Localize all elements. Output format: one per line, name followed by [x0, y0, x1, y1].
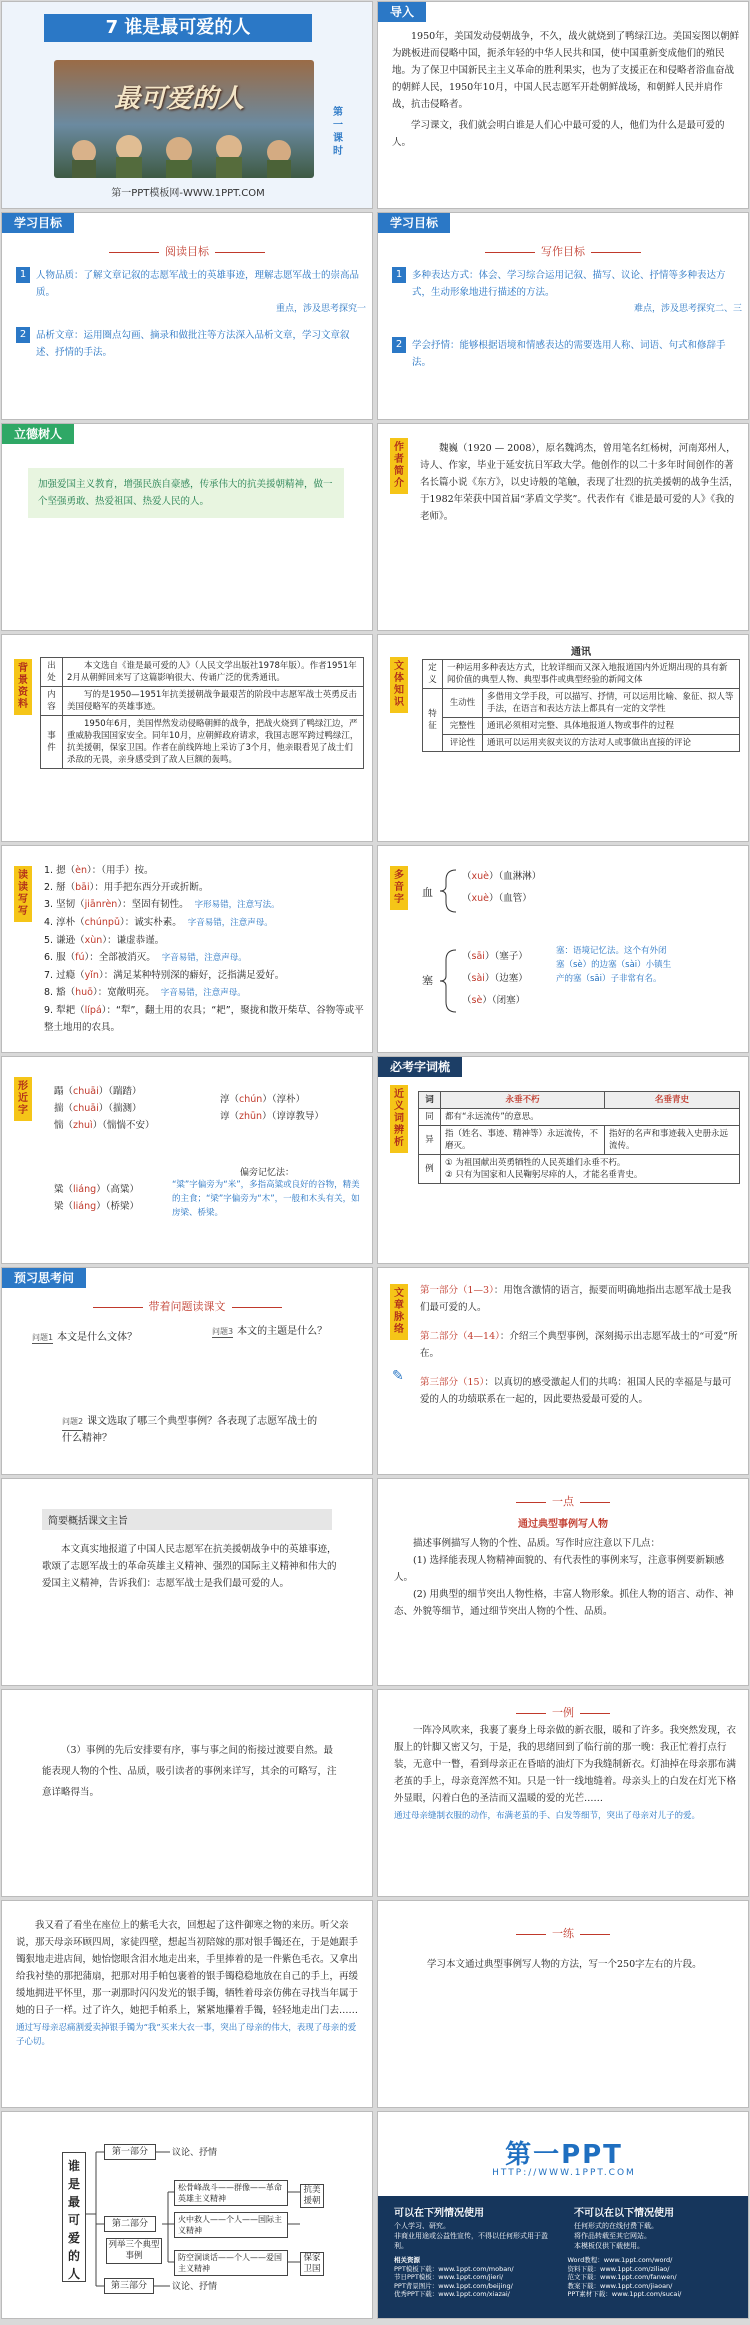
section-tag: 读读写写 [14, 866, 32, 922]
vocab-word: 掰 [56, 882, 66, 893]
links-title: 相关资源 [394, 2256, 420, 2264]
row-text: 指（姓名、事迹、精神等）永远流传，不磨灭。 [441, 1126, 605, 1155]
mindmap-theme-1: 抗美援朝 [300, 2184, 324, 2208]
practice-text: 学习本文通过典型事例写人物的方法，写一个250字左右的片段。 [427, 1959, 702, 1970]
table-row [419, 1109, 740, 1126]
slide-moral-education [1, 423, 373, 631]
allowed-item: 个人学习、研究。 [394, 2222, 450, 2230]
vocab-pinyin: jiānrèn [84, 899, 118, 910]
goal-number: 1 [16, 267, 30, 283]
vocab-list [44, 862, 366, 1036]
similar-group-left-2 [54, 1181, 139, 1215]
point-2: (2) 用典型的细节突出人物性格，丰富人物形象。抓住人物的语言、动作、神态、外貌等细节，通过细节突出人物的个性、品质。 [394, 1589, 734, 1617]
vocab-number: 7. [44, 970, 54, 981]
forbidden-item: 任何形式的在线付费下载。 [574, 2222, 658, 2230]
section-tag: 文章脉络 [390, 1284, 408, 1340]
similar-pinyin: liáng [73, 1201, 97, 1212]
vocab-item: 2. 掰（bāi）：用手把东西分开或折断。 [44, 882, 209, 893]
vocab-pinyin: yǐn [84, 970, 99, 981]
row-text: 1950年6月，美国悍然发动侵略朝鲜的战争，把战火烧到了鸭绿江边，严重威胁我国国家安全。同年10月，应朝鲜政府请求，我国志愿军跨过鸭绿江，抗美援朝，保家卫国。作者在前线阵地上采访了3个月，他亲眼看见了战士们杀敌的无畏，亲身感受到了敌人巨额的轰鸣。 [63, 716, 364, 769]
example-text: 一阵冷风吹来，我裹了裹身上母亲做的新衣服，暖和了许多。我突然发现，衣服上的针脚又密又匀，于是，我的思绪回到了临行前的那一晚：我正忙着打点行装，无意中一瞥，看到母亲正在昏暗的油灯下为我缝制新衣。灯油掉在母亲那布满老茧的手上，母亲竟浑然不知。只是一针一线地缝着。母亲头上的白发在灯光下格外显眼，闪着白色的圣洁而又温暖的爱的光芒…… [394, 1725, 737, 1804]
lesson-title: 7 谁是最可爱的人 [44, 14, 312, 42]
author-text: 魏巍（1920 — 2008），原名魏鸿杰，曾用笔名红杨树，河南郑州人，诗人、作家，毕业于延安抗日军政大学。他创作的以二十多年时间创作的著名长篇小说《东方》，以史诗般的笔触，表现了壮烈的抗美援朝的战争生活，于1982年荣获中国首届“茅盾文学奖”。代表作有《谁是最可爱的人》《我的老师》。 [420, 443, 739, 522]
vocab-number: 2. [44, 882, 54, 893]
vocab-word: 服 [56, 952, 66, 963]
goal-item [392, 337, 742, 371]
resource-link[interactable]: 资料下载：www.1ppt.com/ziliao/ [567, 2264, 670, 2273]
mindmap-part-3-label: 议论、抒情 [172, 2282, 218, 2292]
note-title: 偏旁记忆法： [239, 1168, 294, 1178]
row-head: 内容 [41, 687, 63, 716]
row-head: 定义 [423, 660, 443, 689]
vocab-definition: ：（用手）按。 [91, 865, 154, 876]
slide-genre [377, 634, 749, 842]
vocab-word: 坚韧 [56, 899, 76, 910]
question-subtitle: 带着问题读课文 [148, 1300, 226, 1313]
vocab-definition: ：诚实朴素。 [124, 917, 182, 928]
similar-pinyin: liáng [73, 1184, 97, 1195]
row-head: 事件 [41, 716, 63, 769]
forbidden-item: 将作品转载至其它网站。 [574, 2232, 651, 2240]
goal-number: 1 [392, 267, 406, 283]
vocab-definition: ：用手把东西分开或折断。 [94, 882, 209, 893]
slide-example-2 [1, 1900, 373, 2108]
point-intro: 描述事例描写人物的个性、品质。写作时应注意以下几点： [413, 1538, 661, 1549]
slide-polyphones [377, 845, 749, 1053]
slide-header: 立德树人 [2, 424, 74, 444]
similar-word: 淳朴 [276, 1094, 296, 1105]
slide-reading-goals [1, 212, 373, 420]
mindmap-theme-2: 保家卫国 [300, 2252, 324, 2276]
section-tag: 文体知识 [390, 657, 408, 713]
similar-char-entry: 淳（chún）（淳朴） [220, 1094, 306, 1105]
similar-pinyin: chún [239, 1094, 263, 1105]
section-tag: 近义词辨析 [390, 1085, 408, 1153]
table-row [423, 689, 740, 718]
similar-pinyin: zhūn [239, 1111, 263, 1122]
mindmap-examples-label: 列举三个典型事例 [106, 2238, 162, 2264]
goal-text: 学会抒情：能够根据语境和情感表达的需要选用人称、词语、句式和修辞手法。 [412, 340, 726, 368]
example-text: 我又看了看坐在座位上的紫毛大衣，回想起了这件御寒之物的来历。听父亲说，那天母亲环顾四周，家徒四壁，想起当初陪嫁的那对银手镯还在，于是她跟手镯狠地走进店间，她怡惚眼含泪水地走出来，手里捧着的是一件紫色毛衣。又拿出给我衬垫的那把蒲扇，把那对用手帕包裹着的银手镯稳稳地放在自己的手上，再缓缓地拥进平怀里，那一剥那时闪闪发光的银手镯，牺牲着母亲仿佛在寻找当年属于她的日子一样。过了许久，她把手帕系上，紧紧地攥着手镯，轻轻地走出门去…… [16, 1920, 359, 2016]
similar-char-entry: 惴（zhuì）（惴惴不安） [54, 1120, 155, 1131]
site-logo: 第一PPT [505, 2140, 623, 2170]
vocab-pinyin: fú [75, 952, 85, 963]
site-url[interactable]: HTTP://WWW.1PPT.COM [492, 2168, 636, 2178]
slide-synonyms [377, 1056, 749, 1264]
similar-note [172, 1165, 362, 1220]
col-head: 词 [419, 1092, 441, 1109]
vocab-number: 1. [44, 865, 54, 876]
example-1: ① 为祖国献出英勇牺牲的人民英雄们永垂不朽。 [445, 1158, 626, 1168]
background-table [40, 657, 364, 769]
goal-text: 人物品质：了解文章记叙的志愿军战士的英雄事迹，理解志愿军战士的崇高品质。 [36, 270, 360, 298]
slide-header: 学习目标 [2, 213, 74, 233]
slide-header: 导入 [378, 2, 426, 22]
vocab-note: 字音易错，注意声母。 [160, 988, 246, 998]
vocab-definition: ：宽敞明亮。 [97, 987, 155, 998]
similar-char: 惴 [54, 1120, 64, 1131]
poly-entry: （sāi）（塞子） [462, 951, 528, 962]
row-text: 写的是1950—1951年抗美援朝战争最艰苦的阶段中志愿军战士英勇反击美国侵略军的英雄事迹。 [63, 687, 364, 716]
resource-link[interactable]: 教案下载：www.1ppt.com/jiaoan/ [567, 2281, 673, 2290]
similar-char-entry: 蹋（chuāi）（踹踏） [54, 1086, 142, 1097]
similar-char: 蹋 [54, 1086, 64, 1097]
resource-link[interactable]: PPT模板下载：www.1ppt.com/moban/ [394, 2264, 514, 2273]
row-text: 一种运用多种表达方式，比较详细而又深入地报道国内外近期出现的具有新闻价值的典型人物、典型事件或典型经验的新闻文体 [443, 660, 740, 689]
vocab-definition: ：全部被消灭。 [89, 952, 156, 963]
mindmap-part-2: 第二部分 [104, 2216, 156, 2232]
similar-char-entry: 谆（zhūn）（谆谆教导） [220, 1111, 324, 1122]
poly-entry: （sè）（闭塞） [462, 995, 526, 1006]
vocab-word: 谦逊 [56, 935, 76, 946]
similar-word: 揣测 [113, 1103, 133, 1114]
mindmap-part-3: 第三部分 [104, 2278, 154, 2294]
pin-icon: ✎ [392, 1368, 404, 1384]
slide-title [1, 1, 373, 209]
allowed-title: 可以在下列情况使用 [394, 2208, 484, 2219]
resource-link[interactable]: 优秀PPT下载：www.1ppt.com/xiazai/ [394, 2290, 510, 2298]
vocab-definition: ：满足某种特别深的癖好，泛指满足爱好。 [103, 970, 285, 981]
goal-subtitle: 写作目标 [541, 245, 585, 258]
table-row [41, 658, 364, 687]
slide-mindmap [1, 2111, 373, 2319]
synonym-table [418, 1091, 740, 1184]
genre-title: 通讯 [571, 647, 591, 658]
point-3: （3）事例的先后安排要有序，事与事之间的衔接过渡要自然。最能表现人物的个性、品质，吸引读者的事例来详写，其余的可略写，注意详略得当。 [42, 1745, 337, 1798]
vocab-definition: ：坚固有韧性。 [122, 899, 189, 910]
similar-word: 惴惴不安 [106, 1120, 145, 1131]
slide-background [1, 634, 373, 842]
theme-text: 本文真实地报道了中国人民志愿军在抗美援朝战争中的英雄事迹，歌颂了志愿军战士的革命英雄主义精神、强烈的国际主义精神和伟大的爱国主义精神，告诉我们：志愿军战士是我们最可爱的人。 [42, 1544, 337, 1589]
goal-number: 2 [392, 337, 406, 353]
table-row [419, 1155, 740, 1184]
goal-text: 品析文章：运用圈点勾画、摘录和做批注等方法深入品析文章，学习文章叙述、抒情的手法。 [36, 330, 350, 358]
resource-link[interactable]: 节日PPT模板：www.1ppt.com/jieri/ [394, 2273, 504, 2281]
vocab-item: 9. 犁耙（lípá）：“犁”，翻土用的农具；“耙”，聚拢和散开柴草、谷物等或平整土地用的农具。 [44, 1005, 364, 1033]
slide-header: 预习思考问 [2, 1268, 86, 1288]
table-row [423, 660, 740, 689]
similar-pinyin: chuāi [73, 1103, 99, 1114]
vocab-number: 5. [44, 935, 54, 946]
structure-part: 第一部分（1—3）：用饱含激情的语言，振要而明确地指出志愿军战士是我们最可爱的人。 [420, 1285, 732, 1313]
col-head: 永垂不朽 [441, 1092, 605, 1109]
section-tag: 背景资料 [14, 659, 32, 715]
intro-paragraph-1: 1950年，美国发动侵朝战争，不久，战火就烧到了鸭绿江边。美国妄图以朝鲜为跳板进而侵略中国，扼杀年轻的中华人民共和国，使中国重新变成他们的殖民地。为了保卫中国新民主主义革命的胜利果实，也为了支援正在和侵略者浴血奋战的朝鲜人民，1950年10月，中国人民志愿军开赴朝鲜战场，和朝鲜人民并肩作战，抗击侵略者。 [392, 31, 740, 110]
feature-text: 多借用文学手段，可以描写、抒情，可以运用比喻、象征、拟人等手法，在语言和表达方法上都具有一定的文学性 [483, 689, 740, 718]
genre-table [422, 659, 740, 752]
row-text: 本文选自《谁是最可爱的人》（人民文学出版社1978年版）。作者1951年2月从朝鲜回来写了这篇影响很大、传诵广泛的优秀通讯。 [63, 658, 364, 687]
slide-preview-questions [1, 1267, 373, 1475]
similar-char-entry: 粱（liáng）（高粱） [54, 1184, 139, 1195]
similar-group-right [220, 1091, 324, 1125]
logo-area [378, 2112, 749, 2196]
similar-pinyin: chuāi [73, 1086, 99, 1097]
row-head: 特征 [423, 689, 443, 752]
question-1: 问题1 本文是什么文体？ [32, 1332, 138, 1343]
vocab-pinyin: lípá [84, 1005, 102, 1016]
similar-word: 高粱 [110, 1184, 130, 1195]
goal-number: 2 [16, 327, 30, 343]
vocab-item: 8. 豁（huō）：宽敞明亮。 字音易错，注意声母。 [44, 987, 246, 998]
col-head: 名垂青史 [605, 1092, 740, 1109]
slide-writing-point [377, 1478, 749, 1686]
feature-key: 评论性 [443, 735, 483, 752]
row-text: 指好的名声和事迹载入史册永远流传。 [605, 1126, 740, 1155]
brace-icon [438, 866, 458, 916]
example-subtitle: 一例 [552, 1706, 574, 1719]
painting-text: 最可爱的人 [114, 84, 245, 114]
goal-item [392, 267, 742, 314]
poly-note: 塞：语境记忆法。这个有外闭塞（sè）的边塞（sài）小镇生产的塞（sāi）子非常有名。 [556, 946, 672, 984]
moral-text: 加强爱国主义教育，增强民族自豪感，传承伟大的抗美援朝精神，做一个坚强勇敢、热爱祖国、热爱人民的人。 [38, 479, 333, 507]
table-row [419, 1092, 740, 1109]
section-tag: 形近字 [14, 1077, 32, 1121]
vocab-word: 摁 [56, 865, 66, 876]
poly-entry: （xuè）（血管） [462, 893, 532, 904]
note-text: “粱”字偏旁为“米”，多指高粱或良好的谷物，精美的主食；“梁”字偏旁为“木”，一般和木头有关，如房梁、桥梁。 [172, 1180, 360, 1218]
row-head: 例 [419, 1155, 441, 1184]
vocab-word: 过瘾 [56, 970, 76, 981]
vocab-definition: ：谦虚恭谨。 [107, 935, 165, 946]
poly-entry: （sài）（边塞） [462, 973, 528, 984]
watermark-text: 第一PPT模板网-WWW.1PPT.COM [111, 188, 265, 199]
resource-link[interactable]: 范文下载：www.1ppt.com/fanwen/ [567, 2273, 677, 2281]
slide-theme [1, 1478, 373, 1686]
vocab-number: 3. [44, 899, 54, 910]
vocab-pinyin: huō [75, 987, 93, 998]
vocab-pinyin: xùn [84, 935, 103, 946]
question-2: 问题2 课文选取了哪三个典型事例？各表现了志愿军战士的什么精神？ [62, 1416, 318, 1444]
vocab-word: 淳朴 [56, 917, 76, 928]
slide-author [377, 423, 749, 631]
brace-icon [438, 946, 458, 1016]
theme-title: 简要概括课文主旨 [42, 1509, 332, 1530]
mindmap-part-1-label: 议论、抒情 [172, 2148, 218, 2158]
slide-similar-chars [1, 1056, 373, 1264]
slide-header: 必考字词梳 [378, 1057, 462, 1077]
slide-practice [377, 1900, 749, 2108]
vocab-number: 9. [44, 1005, 54, 1016]
row-head: 异 [419, 1126, 441, 1155]
slide-writing-point-3 [1, 1689, 373, 1897]
slide-intro [377, 1, 749, 209]
mindmap-example-1: 松骨峰战斗——群像——革命英雄主义精神 [174, 2180, 288, 2206]
similar-char: 梁 [54, 1201, 64, 1212]
point-1: (1) 选择能表现人物精神面貌的、有代表性的事例来写，注意事例要新颖感人。 [394, 1555, 724, 1583]
allowed-list [394, 2204, 554, 2251]
goal-subtitle: 阅读目标 [165, 245, 209, 258]
feature-text: 通讯可以运用夹叙夹议的方法对人或事做出直接的评论 [483, 735, 740, 752]
license-panel [378, 2196, 749, 2319]
vocab-pinyin: èn [75, 865, 88, 876]
resource-link[interactable]: Word教程：www.1ppt.com/word/ [567, 2256, 673, 2264]
slide-vocabulary [1, 845, 373, 1053]
soldiers-illustration [54, 60, 314, 178]
vocab-item: 4. 淳朴（chúnpǔ）：诚实朴素。 字音易错，注意声母。 [44, 917, 273, 928]
similar-pinyin: zhuì [73, 1120, 93, 1131]
question-3: 问题3 本文的主题是什么？ [212, 1326, 328, 1337]
vocab-note: 字形易错，注意写法。 [194, 900, 280, 910]
section-tag: 作者简介 [390, 438, 408, 494]
vocab-item: 1. 摁（èn）：（用手）按。 [44, 865, 154, 876]
resource-link[interactable]: PPT背景图片：www.1ppt.com/beijing/ [394, 2281, 513, 2290]
intro-paragraph-2: 学习课文，我们就会明白谁是人们心中最可爱的人，他们为什么是最可爱的人。 [392, 120, 725, 148]
similar-word: 桥梁 [110, 1201, 130, 1212]
row-head: 出处 [41, 658, 63, 687]
goal-note: 难点，涉及思考探究二、三 [633, 304, 742, 314]
poly-char: 血 [422, 886, 433, 899]
vocab-note: 字音易错，注意声母。 [187, 918, 273, 928]
similar-char: 淳 [220, 1094, 230, 1105]
goal-item [16, 267, 366, 314]
similar-char: 揣 [54, 1103, 64, 1114]
vocab-definition: ：“犁”，翻土用的农具；“耙”，聚拢和散开柴草、谷物等或平整土地用的农具。 [44, 1005, 364, 1033]
example-2: ② 只有为国家和人民鞠躬尽瘁的人，才能名垂青史。 [445, 1170, 643, 1180]
forbidden-title: 不可以在以下情况使用 [574, 2208, 674, 2219]
table-row [41, 687, 364, 716]
similar-char: 谆 [220, 1111, 230, 1122]
goal-text: 多种表达方式：体会、学习综合运用记叙、描写、议论、抒情等多种表达方式，生动形象地进行描述的方法。 [412, 270, 726, 298]
cover-painting [54, 60, 314, 178]
similar-group-left [54, 1083, 155, 1134]
feature-key: 完整性 [443, 718, 483, 735]
mindmap-root: 谁是最可爱的人 [62, 2152, 86, 2282]
row-text: 都有“永远流传”的意思。 [441, 1109, 740, 1126]
forbidden-item: 本模板仅供下载使用。 [574, 2242, 644, 2250]
goal-item [16, 327, 366, 361]
vocab-item: 3. 坚韧（jiānrèn）：坚固有韧性。 字形易错，注意写法。 [44, 899, 280, 910]
mindmap-example-2: 火中救人——个人——国际主义精神 [174, 2212, 288, 2238]
feature-key: 生动性 [443, 689, 483, 718]
practice-subtitle: 一练 [552, 1927, 574, 1940]
resource-link[interactable]: PPT素材下载：www.1ppt.com/sucai/ [567, 2290, 682, 2298]
example-note: 通过写母亲忍痛割爱卖掉银手镯为“我”买来大衣一事，突出了母亲的伟大，表现了母亲的爱子心切。 [16, 2023, 357, 2047]
vocab-item: 5. 谦逊（xùn）：谦虚恭谨。 [44, 935, 165, 946]
slide-writing-goals [377, 212, 749, 420]
vocab-number: 8. [44, 987, 54, 998]
vocab-note: 字音易错，注意声母。 [161, 953, 247, 963]
section-tag: 多音字 [390, 866, 408, 910]
table-row [423, 718, 740, 735]
slide-example-1 [377, 1689, 749, 1897]
table-row [419, 1126, 740, 1155]
vocab-word: 犁耙 [56, 1005, 76, 1016]
point-title: 通过典型事例写人物 [518, 1519, 608, 1530]
vocab-item: 7. 过瘾（yǐn）：满足某种特别深的癖好，泛指满足爱好。 [44, 970, 285, 981]
forbidden-list [574, 2204, 734, 2251]
point-subtitle: 一点 [552, 1495, 574, 1508]
table-row [423, 735, 740, 752]
vocab-number: 4. [44, 917, 54, 928]
mindmap-example-3: 防空洞谈话——个人——爱国主义精神 [174, 2250, 288, 2276]
slide-structure [377, 1267, 749, 1475]
table-row [41, 716, 364, 769]
resource-links [394, 2256, 734, 2299]
mindmap-part-1: 第一部分 [104, 2144, 156, 2160]
similar-char-entry: 揣（chuāi）（揣测） [54, 1103, 142, 1114]
structure-part: 第二部分（4—14）：介绍三个典型事例，深刻揭示出志愿军战士的“可爱”所在。 [420, 1331, 738, 1359]
structure-part: 第三部分（15）：以真切的感受激起人们的共鸣：祖国人民的幸福是与最可爱的人的功绩联系在一起的，因此要热爱最可爱的人。 [420, 1377, 732, 1405]
vocab-pinyin: chúnpǔ [84, 917, 120, 928]
poly-entry: （xuè）（血淋淋） [462, 871, 542, 882]
feature-text: 通讯必须相对完整、具体地报道人物或事件的过程 [483, 718, 740, 735]
similar-word: 踹踏 [113, 1086, 133, 1097]
slide-header: 学习目标 [378, 213, 450, 233]
vocab-number: 6. [44, 952, 54, 963]
similar-word: 谆谆教导 [276, 1111, 315, 1122]
example-note: 通过母亲缝制衣服的动作，布满老茧的手、白发等细节，突出了母亲对儿子的爱。 [394, 1811, 701, 1821]
lesson-period: 第一课时 [333, 107, 343, 157]
vocab-word: 豁 [56, 987, 66, 998]
goal-note: 重点，涉及思考探究一 [275, 304, 366, 314]
similar-char-entry: 梁（liáng）（桥梁） [54, 1201, 139, 1212]
row-head: 同 [419, 1109, 441, 1126]
allowed-item: 非商业用途或公益性宣传，不得以任何形式用于盈利。 [394, 2232, 548, 2250]
vocab-pinyin: bāi [75, 882, 90, 893]
vocab-item: 6. 服（fú）：全部被消灭。 字音易错，注意声母。 [44, 952, 247, 963]
slide-license [377, 2111, 749, 2319]
similar-char: 粱 [54, 1184, 64, 1195]
poly-char: 塞 [422, 974, 433, 987]
